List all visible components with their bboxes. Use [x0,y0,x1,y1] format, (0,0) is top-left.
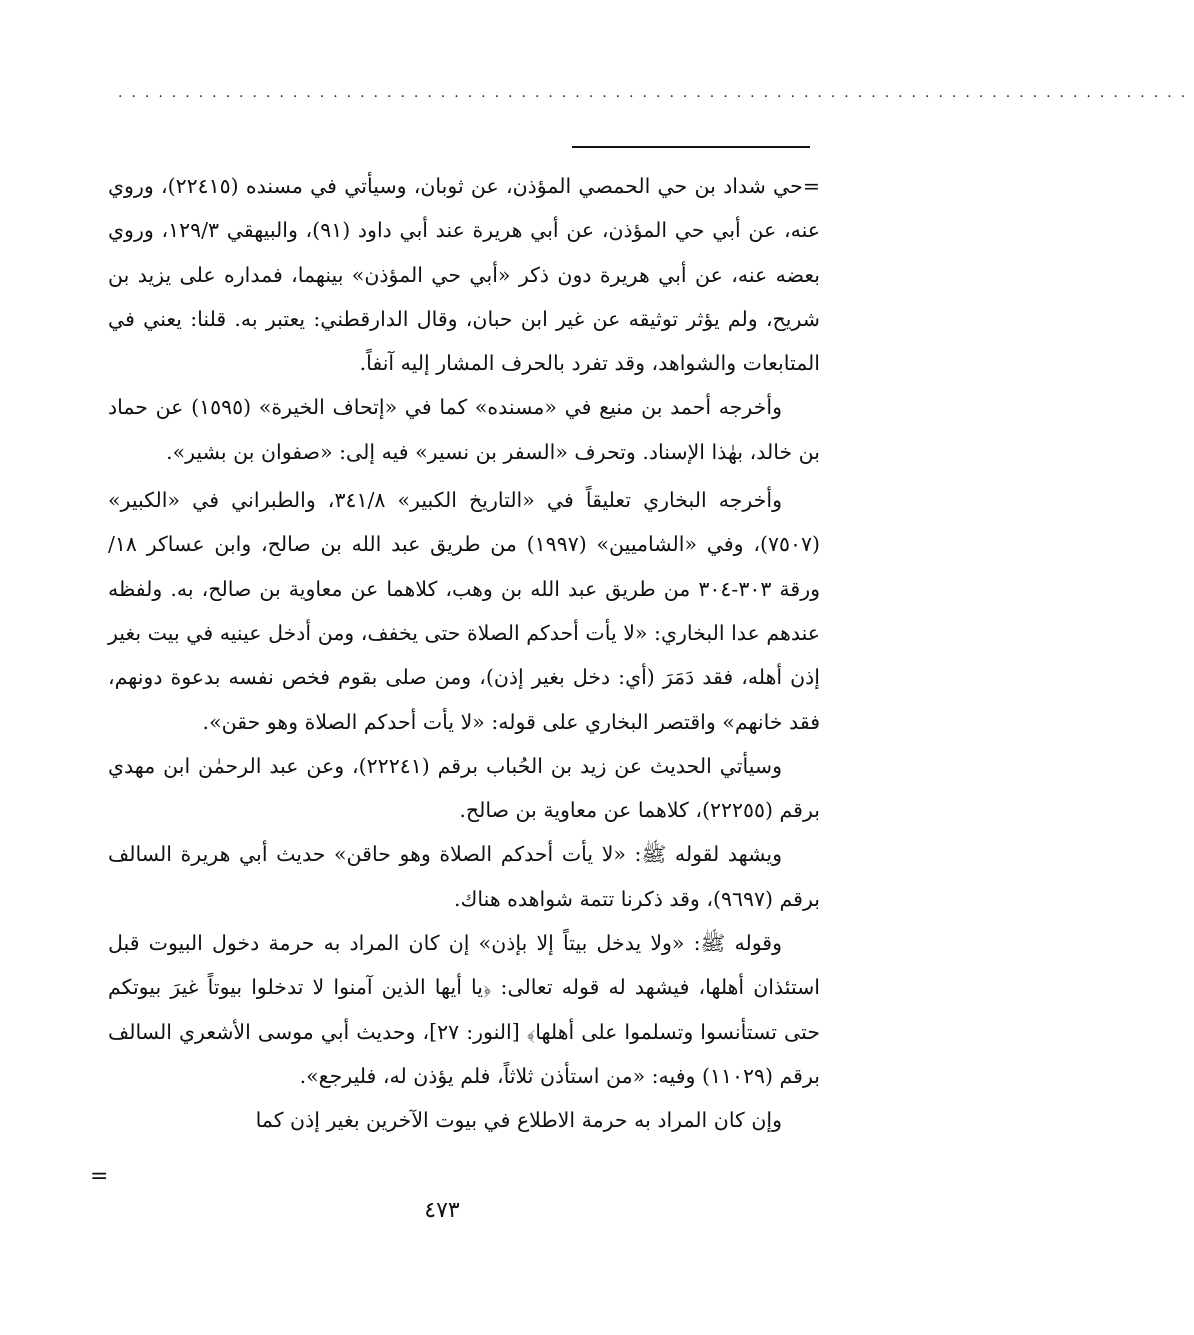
paragraph-5: ويشهد لقوله ﷺ: «لا يأت أحدكم الصلاة وهو حاقن» حديث أبي هريرة السالف برقم (٩٦٩٧)، وقد ذكرنا تتمة شواهده هناك. [108,842,820,911]
paragraph-3: وأخرجه البخاري تعليقاً في «التاريخ الكبير» ٣٤١/٨، والطبراني في «الكبير» (٧٥٠٧)، وفي «الشاميين» (١٩٩٧) من طريق عبد الله بن صالح، وابن عساكر ١٨/ورقة ٣٠٣-٣٠٤ من طريق عبد الله بن وهب، كلاهما عن معاوية بن صالح، به. ولفظه عندهم عدا البخاري: «لا يأت أحدكم الصلاة حتى يخفف، ومن أدخل عينيه في بيت بغير إذن أهله، فقد دَمَرَ (أي: دخل بغير إذن)، ومن صلى بقوم فخص نفسه بدعوة دونهم، فقد خانهم» واقتصر البخاري على قوله: «لا يأت أحدكم الصلاة وهو حقن». [108,488,821,734]
paragraph-2: وأخرجه أحمد بن منيع في «مسنده» كما في «إتحاف الخيرة» (١٥٩٥) عن حماد بن خالد، بهٰذا الإسناد. وتحرف «السفر بن نسير» فيه إلى: «صفوان بن بشير». [108,395,820,464]
paragraph-4: وسيأتي الحديث عن زيد بن الحُباب برقم (٢٢٢٤١)، وعن عبد الرحمٰن ابن مهدي برقم (٢٢٢٥٥)، كلاهما عن معاوية بن صالح. [108,753,820,823]
footnote-text-block [108,164,820,1143]
paragraph-1: =حي شداد بن حي الحمصي المؤذن، عن ثوبان، وسيأتي في مسنده (٢٢٤١٥)، وروي عنه، عن أبي حي المؤذن، عن أبي هريرة عند أبي داود (٩١)، والبيهقي ١٢٩/٣، وروي بعضه عنه، عن أبي هريرة دون ذكر «أبي حي المؤذن» بينهما، فمداره على يزيد بن شريح، ولم يؤثر توثيقه عن غير ابن حبان، وقال الدارقطني: يعتبر به. قلنا: يعني في المتابعات والشواهد، وقد تفرد بالحرف المشار إليه آنفاً. [108,174,820,376]
header-dotted-rule: ................................................................................ [118,85,1194,101]
paragraph-7: وإن كان المراد به حرمة الاطلاع في بيوت الآخرين بغير إذن كما [255,1108,782,1133]
footnote-separator-rule [572,146,810,148]
page-number: ٤٧٣ [424,1198,460,1223]
continuation-mark: = [90,1164,109,1189]
paragraph-6: وقوله ﷺ: «ولا يدخل بيتاً إلا بإذن» إن كان المراد به حرمة دخول البيوت قبل استئذان أهلها، فيشهد له قوله تعالى: ﴿يا أيها الذين آمنوا لا تدخلوا بيوتاً غيرَ بيوتكم حتى تستأنسوا وتسلموا على أهلها﴾ [النور: ٢٧]، وحديث أبي موسى الأشعري السالف برقم (١١٠٢٩) وفيه: «من استأذن ثلاثاً، فلم يؤذن له، فليرجع». [108,931,820,1088]
